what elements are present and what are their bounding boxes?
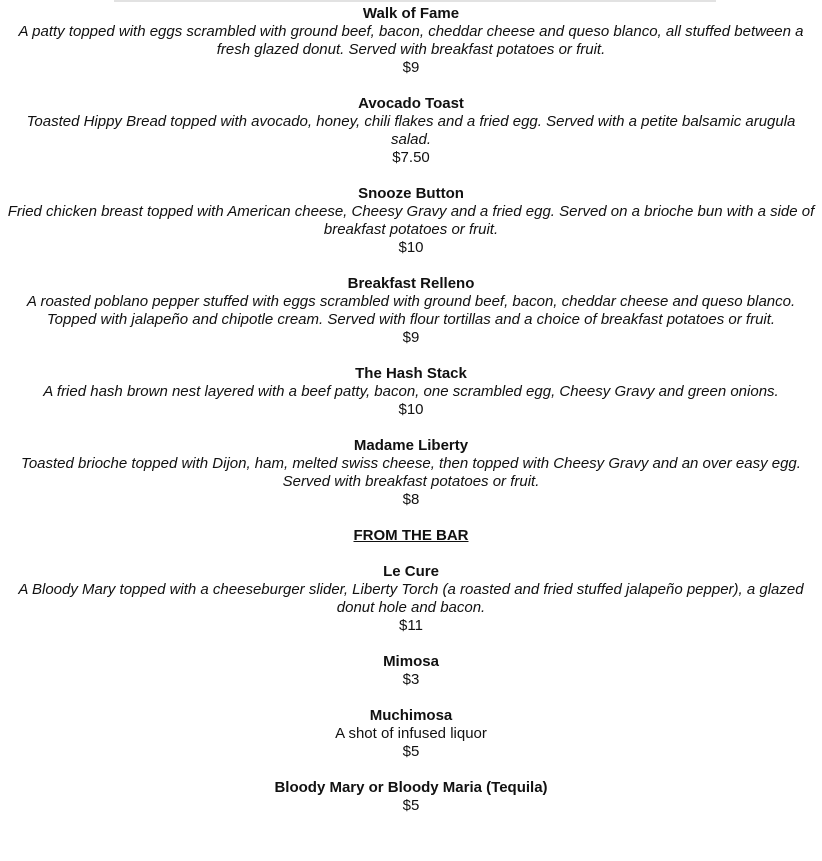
item-price: $9	[402, 329, 420, 346]
menu-item-avocado-toast	[0, 95, 822, 167]
menu-item-madame-liberty	[0, 437, 822, 509]
item-price: $10	[398, 239, 424, 256]
item-name: Mimosa	[383, 653, 439, 670]
menu-list	[0, 5, 822, 833]
item-description: Toasted Hippy Bread topped with avocado, honey, chili flakes and a fried egg. Served with a petite balsamic arugula salad.	[26, 113, 796, 148]
item-name: Snooze Button	[358, 185, 464, 202]
item-price: $10	[398, 401, 424, 418]
top-divider	[114, 0, 716, 2]
item-description: A fried hash brown nest layered with a beef patty, bacon, one scrambled egg, Cheesy Gravy and green onions.	[43, 383, 779, 400]
item-price: $7.50	[392, 149, 430, 166]
menu-item-walk-of-fame	[0, 5, 822, 77]
section-heading-from-the-bar: FROM THE BAR	[353, 527, 469, 544]
item-description: A patty topped with eggs scrambled with ground beef, bacon, cheddar cheese and queso blanco, all stuffed between a fresh glazed donut. Served with breakfast potatoes or fruit.	[18, 23, 804, 58]
item-price: $9	[402, 59, 420, 76]
item-description: Toasted brioche topped with Dijon, ham, melted swiss cheese, then topped with Cheesy Gravy and an over easy egg. Served with breakfast potatoes or fruit.	[21, 455, 801, 490]
item-description: A shot of infused liquor	[335, 725, 487, 742]
item-name: Madame Liberty	[353, 437, 469, 454]
item-name: Breakfast Relleno	[347, 275, 475, 292]
item-description: A Bloody Mary topped with a cheeseburger slider, Liberty Torch (a roasted and fried stuffed jalapeño pepper), a glazed donut hole and bacon.	[18, 581, 804, 616]
menu-item-bloody-mary	[0, 779, 822, 815]
item-name: Walk of Fame	[362, 5, 460, 22]
menu-item-le-cure	[0, 563, 822, 635]
item-price: $8	[402, 491, 420, 508]
item-description: Fried chicken breast topped with American cheese, Cheesy Gravy and a fried egg. Served on a brioche bun with a side of breakfast potatoes or fruit.	[7, 203, 815, 238]
item-price: $11	[399, 617, 423, 634]
menu-item-breakfast-relleno	[0, 275, 822, 347]
item-name: Avocado Toast	[358, 95, 464, 112]
menu-item-muchimosa	[0, 707, 822, 761]
item-name: Le Cure	[383, 563, 439, 580]
item-price: $5	[402, 743, 420, 760]
item-price: $3	[402, 671, 420, 688]
item-description: A roasted poblano pepper stuffed with eggs scrambled with ground beef, bacon, cheddar cheese and queso blanco. Topped with jalapeño and chipotle cream. Served with flour tortillas and a choice of breakfast potatoes or fruit.	[26, 293, 796, 328]
item-price: $5	[402, 797, 420, 814]
item-name: Bloody Mary or Bloody Maria (Tequila)	[274, 779, 548, 796]
item-name: The Hash Stack	[355, 365, 467, 382]
menu-item-mimosa	[0, 653, 822, 689]
menu-item-hash-stack	[0, 365, 822, 419]
menu-item-snooze-button	[0, 185, 822, 257]
item-name: Muchimosa	[369, 707, 453, 724]
